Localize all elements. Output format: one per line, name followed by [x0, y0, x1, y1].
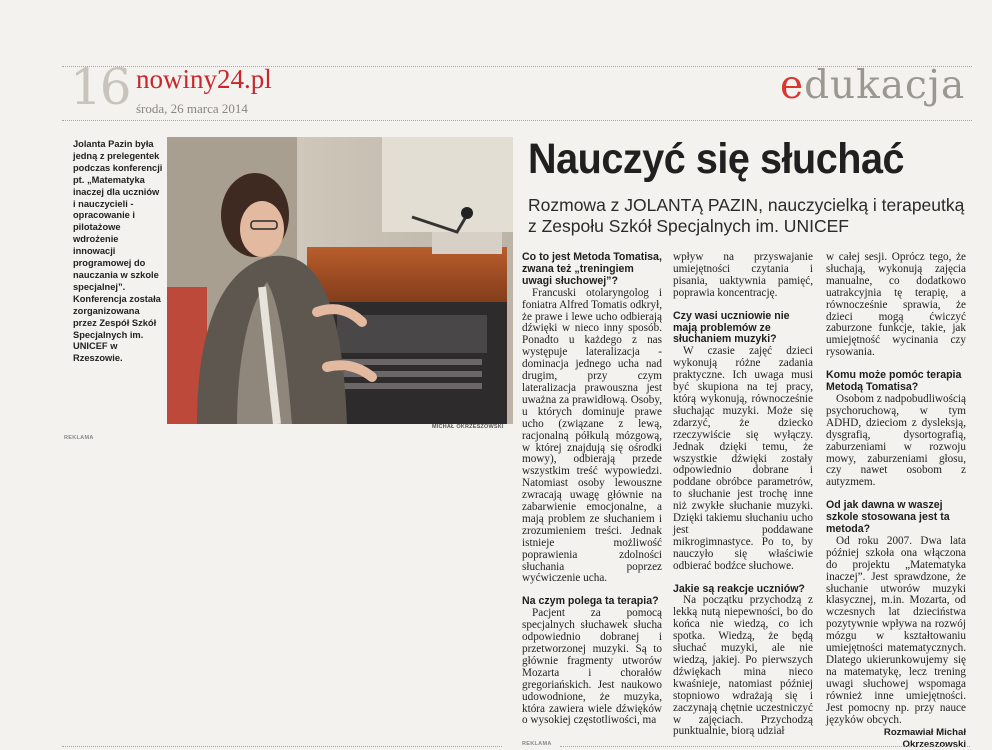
article-column-1: [522, 252, 662, 727]
interview-answer-continued: wpływ na przyswajanie umiejętności czytania i pisania, uaktywnia pamięć, poprawia koncentrację.: [673, 251, 813, 299]
masthead-dotted-rule: [62, 120, 972, 121]
paragraph-gap: [673, 573, 813, 584]
interview-question: Na czym polega ta terapia?: [522, 595, 659, 608]
paragraph-gap: [673, 300, 813, 311]
section-label-first-letter: e: [780, 63, 805, 108]
ad-label-bottom: REKLAMA: [522, 741, 552, 747]
interview-question: Komu może pomóc terapia Metodą Tomatisa?: [826, 369, 962, 394]
author-signature: Rozmawiał Michał Okrzeszowski: [883, 727, 966, 750]
section-label-rest: dukacja: [804, 63, 966, 108]
page-number: 16: [70, 58, 130, 116]
photo-illustration: [167, 137, 513, 424]
photo-credit: MICHAŁ OKRZESZOWSKI: [432, 424, 504, 430]
bottom-dotted-rule-left: [62, 746, 502, 747]
interview-answer-continued: w całej sesji. Oprócz tego, że słuchają, wykonują zajęcia manualne, co dodatkowo uatrakcyjnia tę terapię, a równocześnie sprawia, że dzieci mogą ćwiczyć zaburzone funkcje, takie, jak umiejętność wycinania czy rysowania.: [826, 251, 966, 359]
interview-question: Czy wasi uczniowie nie mają problemów ze słuchaniem muzyki?: [673, 309, 790, 346]
article-headline: Nauczyć się słuchać: [528, 135, 905, 183]
interview-answer: Francuski otolaryngolog i foniatra Alfred Tomatis odkrył, że prawe i lewe ucho odbierają dźwięki w nieco inny sposób. Ponadto u każdego z nas występuje lateralizacja - dominacja jednego ucha nad drugim, przy czym lateralizacja prawouszna jest uważna za prawidłową. Osoby, u których dominuje prawe ucho (związane z lewą, racjonalną półkulą mózgową, w której znajdują się ośrodki mowy), odbierają przede wszystkim treść wypowiedzi. Natomiast osoby lewouszne zwracają uwagę głównie na zabarwienie emocjonalne, a mają problem ze słuchaniem i zrozumieniem treści. Jednak istnieje możliwość poprawienia zdolności słuchania poprzez wyćwiczenie ucha.: [522, 286, 662, 585]
interview-answer: Od roku 2007. Dwa lata później szkoła ona włączona do projektu „Matematyka inaczej”. Jest sprawdzone, że słuchanie utworów muzyki klasycznej, m.in. Mozarta, od wczesnych lat dzieciństwa pozytywnie wpływa na rozwój mózgu w kształtowaniu umiejętności matematycznych. Dlatego ukierunkowujemy się na matematykę, lecz trening uwagi słuchowej wspomaga również inne umiejętności. Jest pomocny np. przy nauce języków obcych.: [826, 534, 966, 726]
article-column-3: [826, 252, 966, 750]
section-label: [780, 63, 966, 108]
interview-question: Co to jest Metoda Tomatisa, zwana też „treningiem uwagi słuchowej”?: [522, 251, 662, 287]
interview-answer: Pacjent za pomocą specjalnych słuchawek słucha odpowiednio dobranej i przetworzonej muzyki. Są to głównie fragmenty utworów Mozarta i chorałów gregoriańskich. Jest naukowo udowodnione, że muzyka, która zawiera wiele dźwięków o wysokiej częstotliwości, ma: [522, 607, 662, 727]
interview-answer: Na początku przychodzą z lekką nutą niepewności, bo do końca nie wiedzą, co ich spotka. Wiedzą, że będą słuchać muzyki, ale nie wiedzą, jakiej. Po pierwszych dźwiękach mina nieco kwaśnieje, natomiast później stopniowo wdrażają się i zaczynają chętnie uczestniczyć w zajęciach. Przychodzą punktualnie, biorą udział: [673, 594, 813, 738]
ad-label-left: REKLAMA: [64, 435, 94, 441]
interview-answer: Osobom z nadpobudliwością psychoruchową, w tym ADHD, dzieciom z dysleksją, dysgrafią, dysortografią, zaburzeniami w rozwoju mowy, zaburzeniami głosu, czy nawet osobom z autyzmem.: [826, 392, 966, 489]
article-photo: [167, 137, 513, 424]
bottom-dotted-rule-right: [560, 746, 970, 747]
issue-date: środa, 26 marca 2014: [136, 101, 248, 116]
photo-caption: Jolanta Pazin była jedną z prelegentek podczas konferencji pt. „Matematyka inaczej dla uczniów i nauczycieli - opracowanie i pilotażowe wdrożenie innowacji programowej do nauczania w szkole specjalnej”. Konferencja została zorganizowana przez Zespół Szkół Specjalnych im. UNICEF w Rzeszowie.: [73, 139, 163, 364]
article-subtitle: Rozmowa z JOLANTĄ PAZIN, nauczycielką i terapeutką z Zespołu Szkół Specjalnych im. UNICEF: [528, 195, 965, 236]
interview-question: Od jak dawna w waszej szkole stosowana jest ta metoda?: [826, 499, 950, 536]
interview-answer: W czasie zajęć dzieci wykonują różne zadania praktyczne. Ich uwaga musi być skupiona na tej pracy, którą wykonują, równocześnie słuchając muzyki. Może się zdarzyć, że dziecko rzeczywiście się wyłączy. Jednak dzięki temu, że wszystkie dźwięki zostały odpowiednio dobrane i poddane obróbce parametrów, to słuchanie jest trochę inne niż zwykłe słuchanie muzyki. Dzięki takiemu słuchaniu ucho jest poddawane mikrogimnastyce. Po to, by nauczyło się właściwie odbierać bodźce słuchowe.: [673, 345, 813, 572]
article-column-2: [673, 252, 813, 738]
interview-question: Jakie są reakcje uczniów?: [673, 582, 805, 595]
site-name: nowiny24.pl: [136, 64, 272, 94]
